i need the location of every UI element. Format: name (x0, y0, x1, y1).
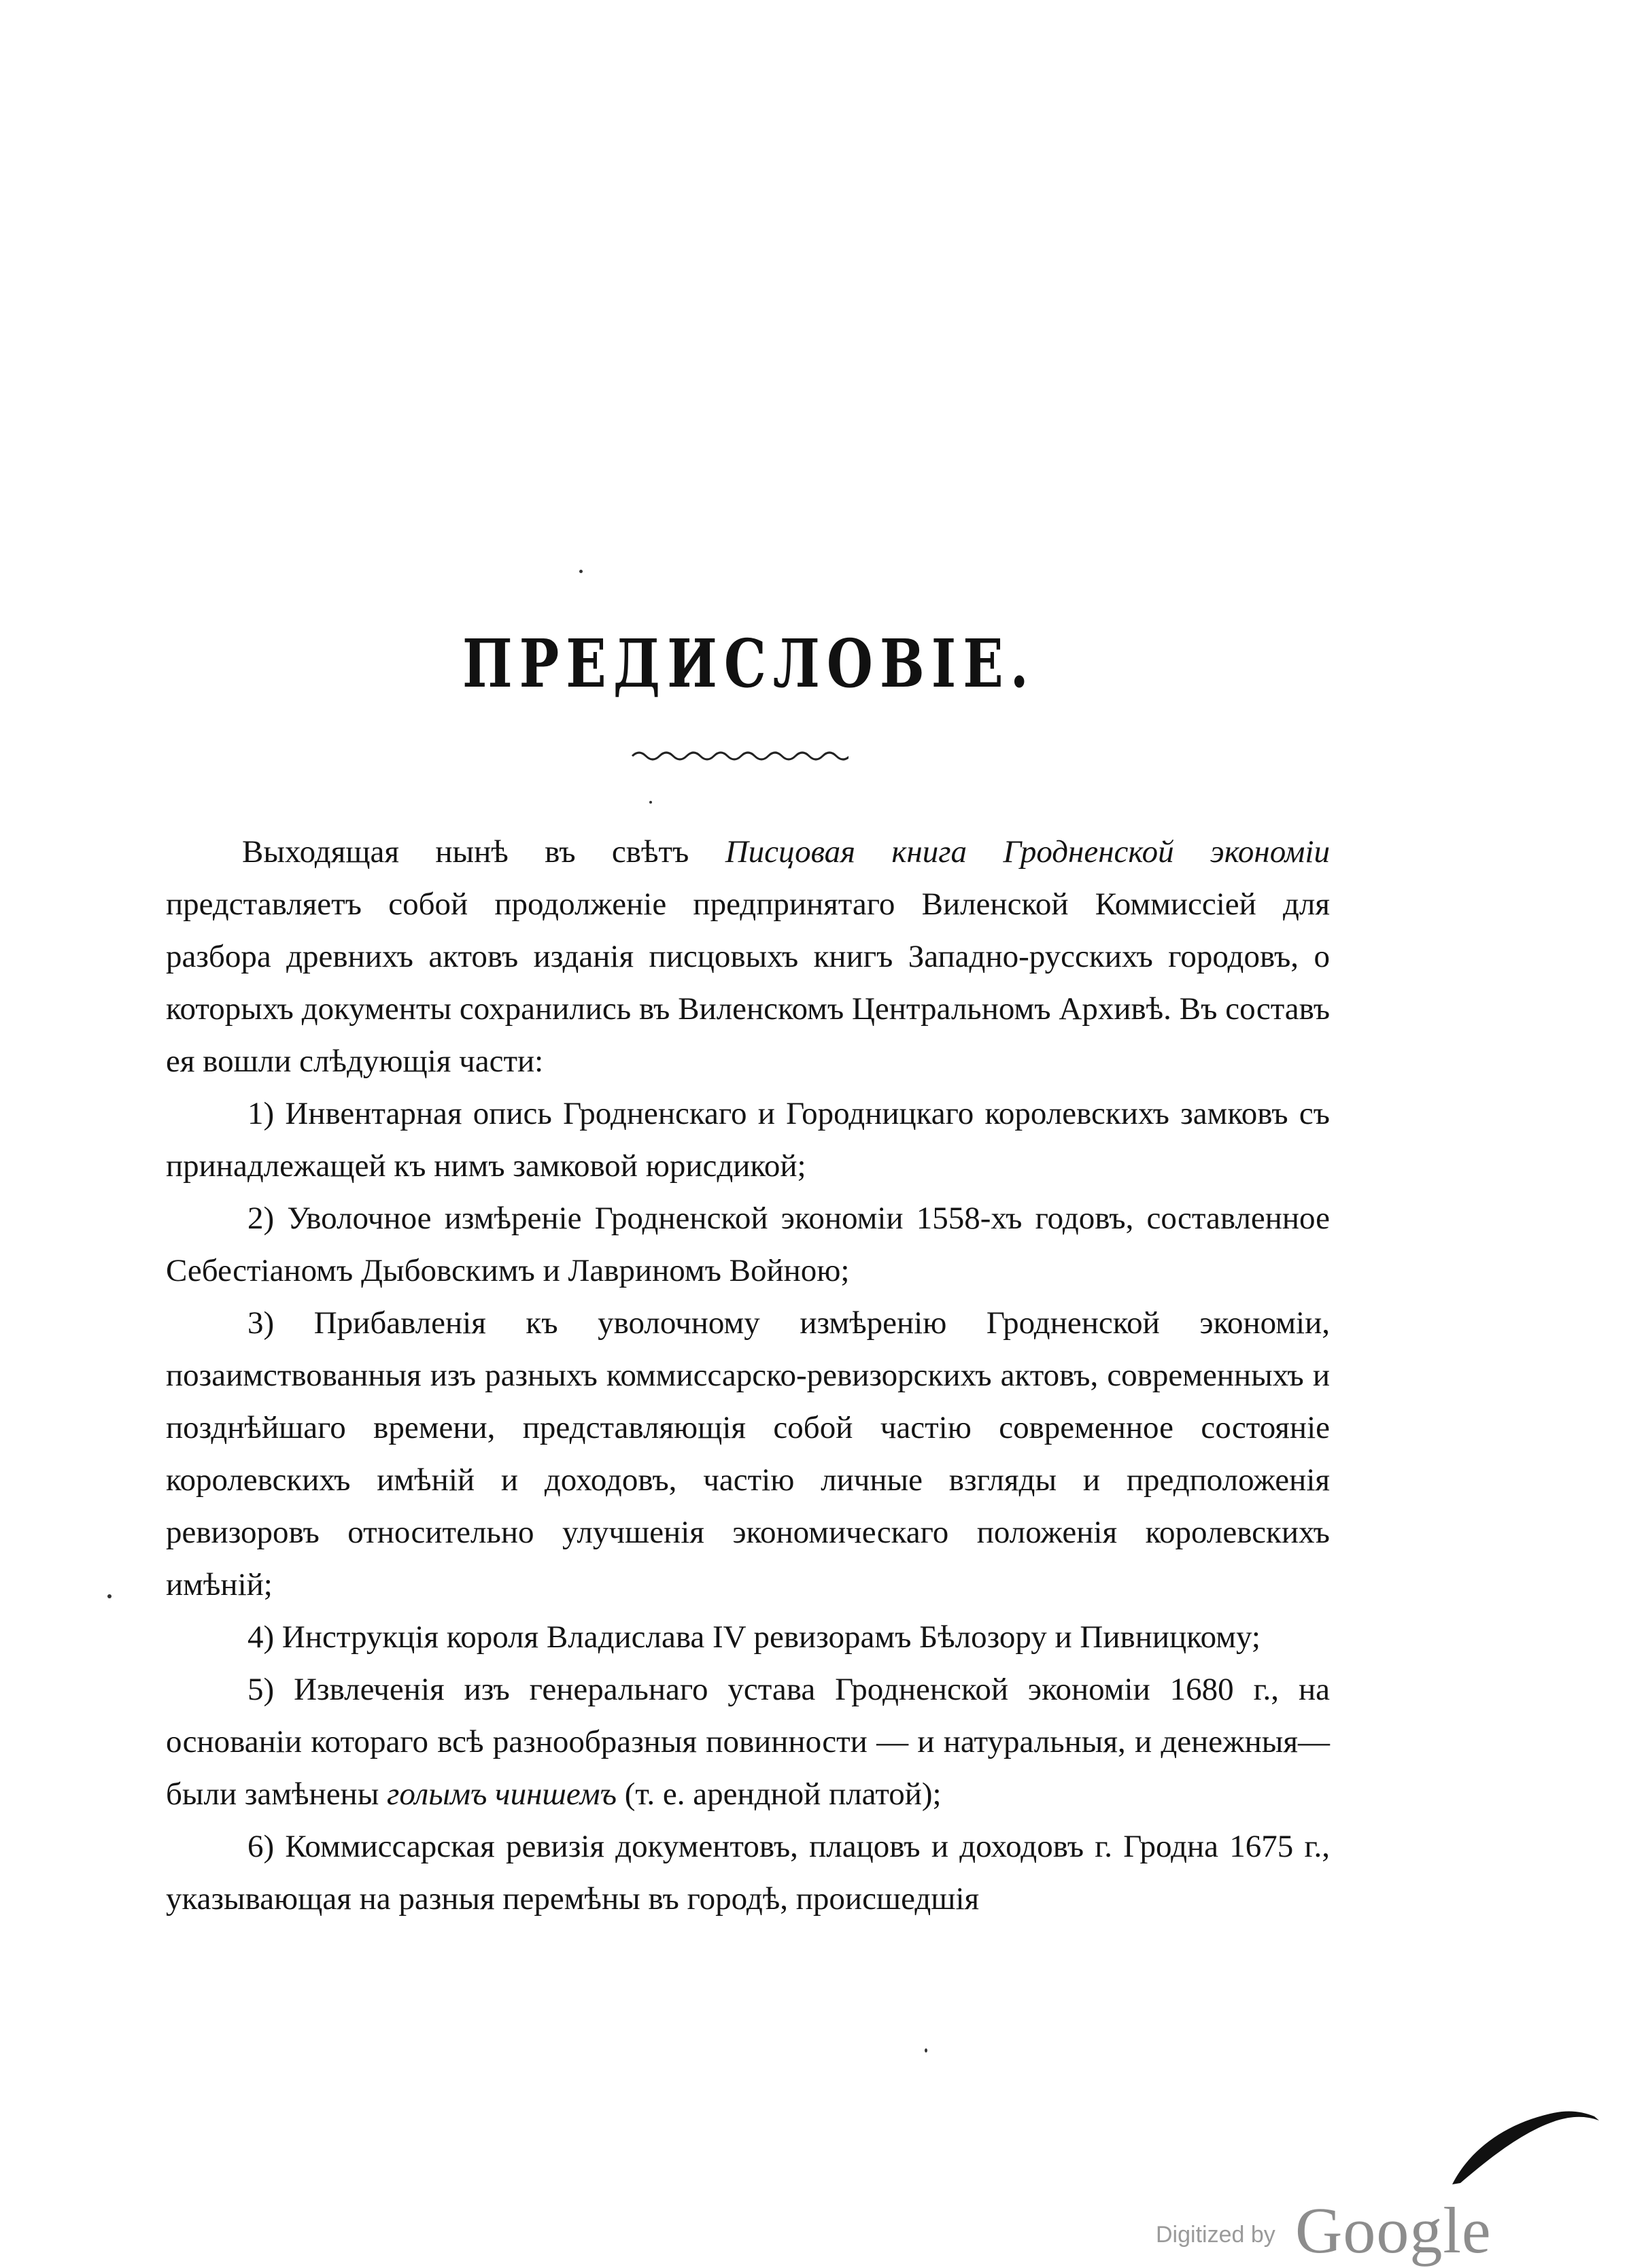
paragraph-intro: Выходящая нынѣ въ свѣтъ Писцовая книга Гродненской экономіи представляетъ собой продолженіе предпринятаго Виленской Коммиссіей для разбора древнихъ актовъ изданія писцовыхъ книгъ Западно-русскихъ городовъ, о которыхъ документы сохранились въ Виленскомъ Центральномъ Архивѣ. Въ составъ ея вошли слѣдующія части: (166, 834, 1330, 1079)
list-item-6: 6) Коммиссарская ревизія документовъ, плацовъ и доходовъ г. Гродна 1675 г., указывающая на разныя перемѣны въ городѣ, происшедшія (166, 1829, 1330, 1917)
scan-speck (649, 801, 652, 804)
list-item-1: 1) Инвентарная опись Гродненскаго и Городницкаго королевскихъ замковъ съ принадлежащей къ нимъ замковой юрисдикой; (166, 1096, 1330, 1184)
wavy-rule-ornament (631, 748, 848, 764)
quill-mark-icon (1448, 2104, 1601, 2186)
italic-term: голымъ чиншемъ (387, 1776, 617, 1812)
list-item-4: 4) Инструкція короля Владислава IV ревизорамъ Бѣлозору и Пивницкому; (247, 1619, 1261, 1655)
book-title-italic: Писцовая книга Гродненской экономіи (725, 834, 1330, 870)
scan-speck (925, 2048, 927, 2052)
list-item-2: 2) Уволочное измѣреніе Гродненской экономіи 1558-хъ годовъ, составленное Себестіаномъ Дыбовскимъ и Лавриномъ Войною; (166, 1201, 1330, 1288)
list-item-3: 3) Прибавленія къ уволочному измѣренію Гродненской экономіи, позаимствованныя изъ разныхъ коммиссарско-ревизорскихъ актовъ, современныхъ и позднѣйшаго времени, представляющія собой частію современное состояніе королевскихъ имѣній и доходовъ, частію личные взгляды и предположенія ревизоровъ относительно улучшенія экономическаго положенія королевскихъ имѣній; (166, 1305, 1330, 1602)
page-title: ПРЕДИСЛОВІЕ. (462, 625, 1035, 703)
scan-speck (579, 570, 583, 573)
list-item-5: 5) Извлеченія изъ генеральнаго устава Гродненской экономіи 1680 г., на основаніи котораго всѣ разнообразныя повинности — и натуральныя, и денежныя—были замѣнены голымъ чиншемъ (т. е. арендной платой); (166, 1672, 1330, 1812)
google-logo: Google (1295, 2194, 1492, 2267)
scan-speck (107, 1594, 112, 1598)
preface-text (166, 826, 1330, 1925)
digitized-by-label: Digitized by (1156, 2222, 1275, 2248)
